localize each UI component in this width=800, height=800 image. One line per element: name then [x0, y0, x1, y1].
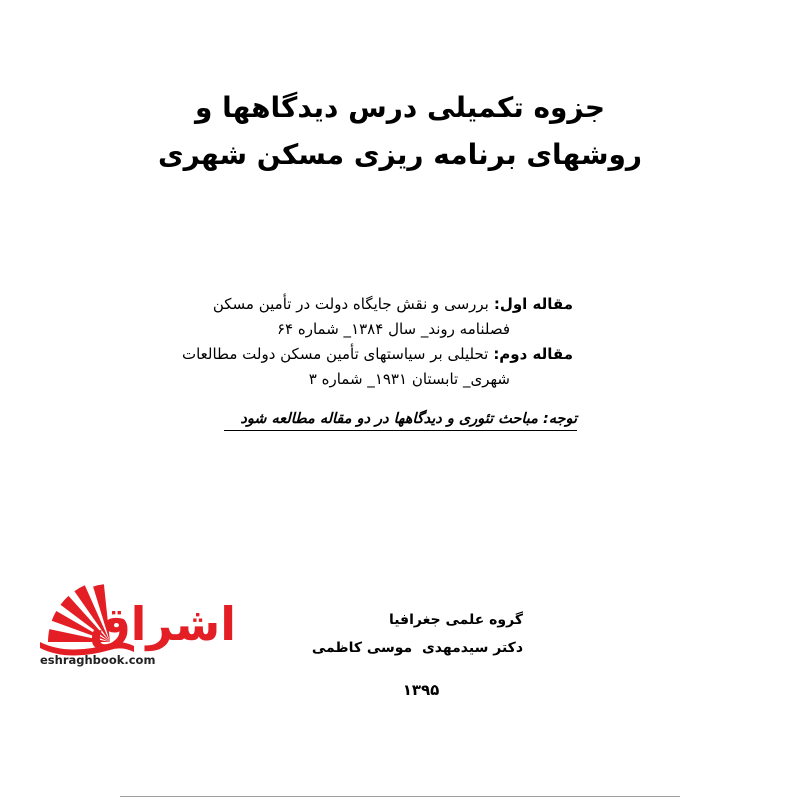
credits — [312, 606, 523, 662]
title-line-2: روشهای برنامه ریزی مسکن شهری — [157, 138, 643, 171]
article-2-label: مقاله دوم: — [493, 345, 573, 363]
articles-list — [182, 292, 573, 392]
study-note-text: مباحث تئوری و دیدگاهها در دو مقاله مطالعه شود — [240, 411, 538, 427]
logo-website: eshraghbook.com — [40, 653, 156, 667]
study-note-underlined — [224, 408, 577, 431]
article-1-source: فصلنامه روند_ سال ۱۳۸۴_ شماره ۶۴ — [276, 320, 510, 338]
article-1-title: بررسی و نقش جایگاه دولت در تأمین مسکن — [212, 295, 489, 313]
title-line-1: جزوه تکمیلی درس دیدگاهها و — [194, 91, 606, 124]
article-2-line-1 — [182, 342, 573, 367]
academic-group: گروه علمی جغرافیا — [388, 612, 523, 628]
study-note — [224, 408, 577, 431]
bottom-divider — [120, 796, 680, 797]
article-2-title: تحلیلی بر سیاستهای تأمین مسکن دولت مطالعات — [181, 345, 489, 363]
document-title — [0, 84, 800, 178]
article-2-source: شهری_ تابستان ۱۹۳۱_ شماره ۳ — [308, 370, 510, 388]
logo-wordmark: اشراق — [89, 597, 236, 651]
author-name: دکتر سیدمهدی موسی کاظمی — [311, 640, 523, 656]
study-note-label: توجه: — [542, 411, 577, 427]
article-1-label: مقاله اول: — [493, 295, 573, 313]
publication-year: ۱۳۹۵ — [402, 681, 440, 699]
article-1-line-1 — [182, 292, 573, 317]
